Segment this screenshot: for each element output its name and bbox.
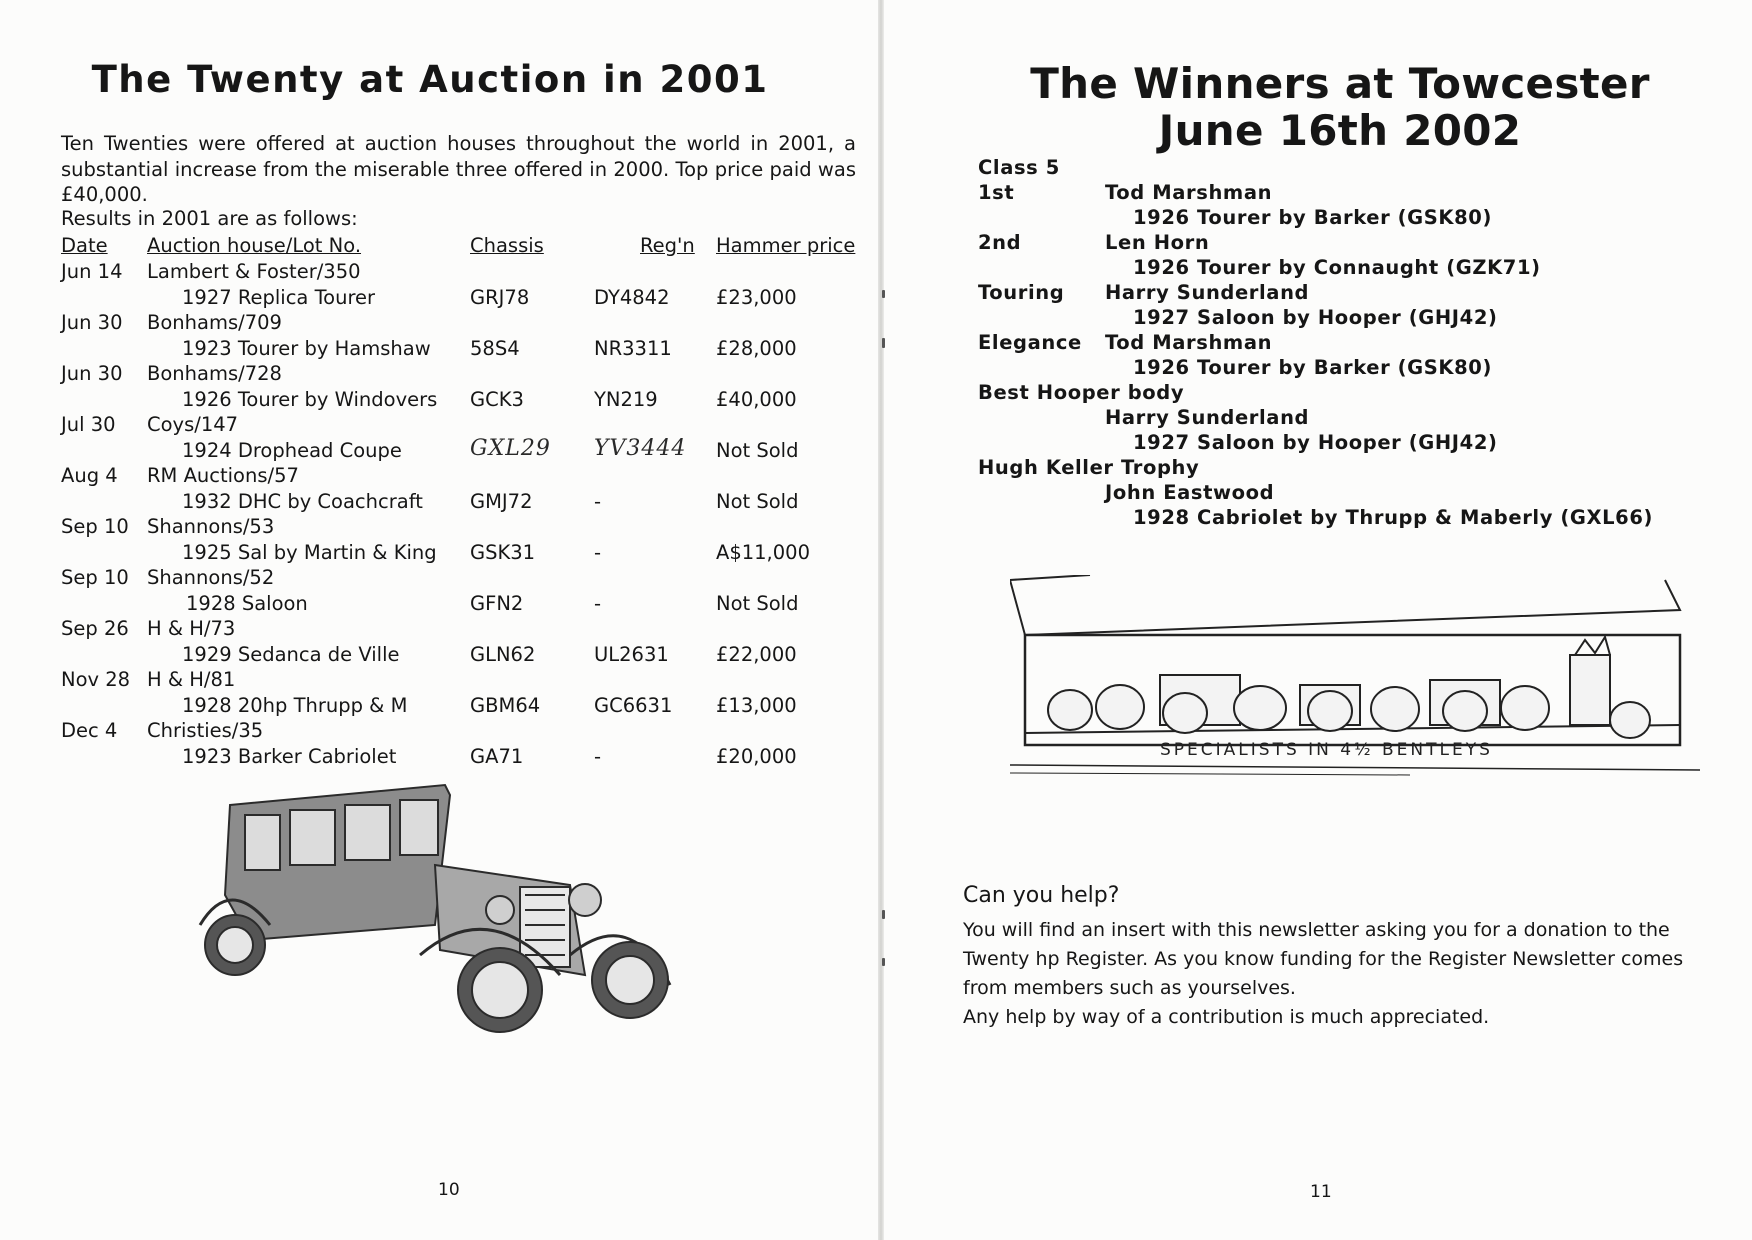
award-winner: John Eastwood [1105,481,1275,504]
col-header-auction: Auction house/Lot No. [147,234,362,257]
row-chassis: GFN2 [470,592,524,615]
row-car: 1924 Drophead Coupe [182,439,402,462]
row-house: Lambert & Foster/350 [147,260,361,283]
award-winner: Harry Sunderland [1105,281,1310,304]
row-house: Shannons/52 [147,566,275,589]
row-car: 1929 Sedanca de Ville [182,643,400,666]
title-line-1: The Winners at Towcester [1030,59,1650,108]
row-chassis: GLN62 [470,643,536,666]
book-spine [878,0,884,1240]
row-car: 1932 DHC by Coachcraft [182,490,423,513]
award-label: Best Hooper body [978,381,1185,404]
vintage-car-illustration [190,775,690,1035]
row-car: 1923 Barker Cabriolet [182,745,397,768]
award-label: Touring [978,281,1065,304]
award-label: Elegance [978,331,1082,354]
row-house: Bonhams/709 [147,311,282,334]
row-date: Dec 4 [61,719,118,742]
spine-mark [882,910,885,919]
row-price: £28,000 [716,337,797,360]
page-title-winners [1010,60,1670,154]
row-chassis: GCK3 [470,388,524,411]
row-house: Bonhams/728 [147,362,282,385]
row-car: 1927 Replica Tourer [182,286,376,309]
row-house: H & H/81 [147,668,236,691]
row-reg: - [594,745,602,768]
help-paragraph-2: Any help by way of a contribution is much appreciated. [963,1006,1490,1028]
row-house: Shannons/53 [147,515,275,538]
row-date: Jun 30 [61,362,123,385]
row-chassis: GSK31 [470,541,536,564]
row-house: H & H/73 [147,617,236,640]
row-car: 1925 Sal by Martin & King [182,541,437,564]
col-header-reg: Reg'n [640,234,695,257]
row-house: Christies/35 [147,719,264,742]
row-price: Not Sold [716,439,799,462]
row-chassis: GA71 [470,745,524,768]
row-reg: - [594,541,602,564]
row-reg: - [594,490,602,513]
row-price: Not Sold [716,592,799,615]
row-date: Sep 26 [61,617,129,640]
row-reg: YN219 [594,388,658,411]
award-car: 1926 Tourer by Barker (GSK80) [1133,206,1492,229]
row-chassis: GMJ72 [470,490,533,513]
row-price: £20,000 [716,745,797,768]
sketch-sign: SPECIALISTS IN 4½ BENTLEYS [1160,740,1493,760]
help-title: Can you help? [963,883,1120,908]
spine-mark [882,338,885,348]
row-reg: DY4842 [594,286,670,309]
award-car: 1927 Saloon by Hooper (GHJ42) [1133,306,1498,329]
row-price: A$11,000 [716,541,810,564]
row-price: £13,000 [716,694,797,717]
row-car: 1928 20hp Thrupp & M [182,694,408,717]
row-price: £40,000 [716,388,797,411]
row-house: RM Auctions/57 [147,464,299,487]
row-date: Sep 10 [61,566,129,589]
page-number-left: 10 [438,1180,460,1200]
row-reg: GC6631 [594,694,673,717]
row-chassis: GRJ78 [470,286,530,309]
award-car: 1927 Saloon by Hooper (GHJ42) [1133,431,1498,454]
row-house: Coys/147 [147,413,239,436]
award-label: 2nd [978,231,1022,254]
col-header-chassis: Chassis [470,234,544,257]
award-label: 1st [978,181,1015,204]
row-reg: UL2631 [594,643,669,666]
title-line-2: June 16th 2002 [1158,106,1522,155]
col-header-date: Date [61,234,108,257]
help-body [963,916,1713,1032]
award-winner: Tod Marshman [1105,181,1273,204]
row-date: Nov 28 [61,668,131,691]
row-date: Jun 30 [61,311,123,334]
intro-paragraph: Ten Twenties were offered at auction houses throughout the world in 2001, a substantial increase from the miserable three offered in 2000. Top price paid was £40,000. [61,132,856,206]
col-header-price: Hammer price [716,234,856,257]
row-car: 1923 Tourer by Hamshaw [182,337,431,360]
bentley-showroom-sketch [1010,575,1700,790]
row-date: Jun 14 [61,260,123,283]
row-chassis: 58S4 [470,337,520,360]
row-car: 1928 Saloon [186,592,308,615]
class-label: Class 5 [978,156,1060,179]
row-date: Sep 10 [61,515,129,538]
help-paragraph: You will find an insert with this newsletter asking you for a donation to the Twenty hp Register. As you know funding for the Register Newsletter comes from members such as yourselves. [963,919,1684,999]
award-car: 1926 Tourer by Barker (GSK80) [1133,356,1492,379]
row-price: £22,000 [716,643,797,666]
award-winner: Harry Sunderland [1105,406,1310,429]
row-reg-handwritten: YV3444 [594,436,687,461]
results-label: Results in 2001 are as follows: [61,207,358,230]
row-date: Aug 4 [61,464,118,487]
spine-mark [882,290,885,298]
row-chassis: GBM64 [470,694,541,717]
award-label: Hugh Keller Trophy [978,456,1200,479]
award-winner: Len Horn [1105,231,1210,254]
row-car: 1926 Tourer by Windovers [182,388,438,411]
row-date: Jul 30 [61,413,116,436]
row-reg: - [594,592,602,615]
row-price: £23,000 [716,286,797,309]
page-title-auction: The Twenty at Auction in 2001 [91,58,769,101]
page-number-right: 11 [1310,1182,1332,1202]
row-reg: NR3311 [594,337,672,360]
row-chassis-handwritten: GXL29 [470,436,551,461]
award-car: 1928 Cabriolet by Thrupp & Maberly (GXL66) [1133,506,1654,529]
award-winner: Tod Marshman [1105,331,1273,354]
spine-mark [882,958,885,966]
row-price: Not Sold [716,490,799,513]
award-car: 1926 Tourer by Connaught (GZK71) [1133,256,1541,279]
